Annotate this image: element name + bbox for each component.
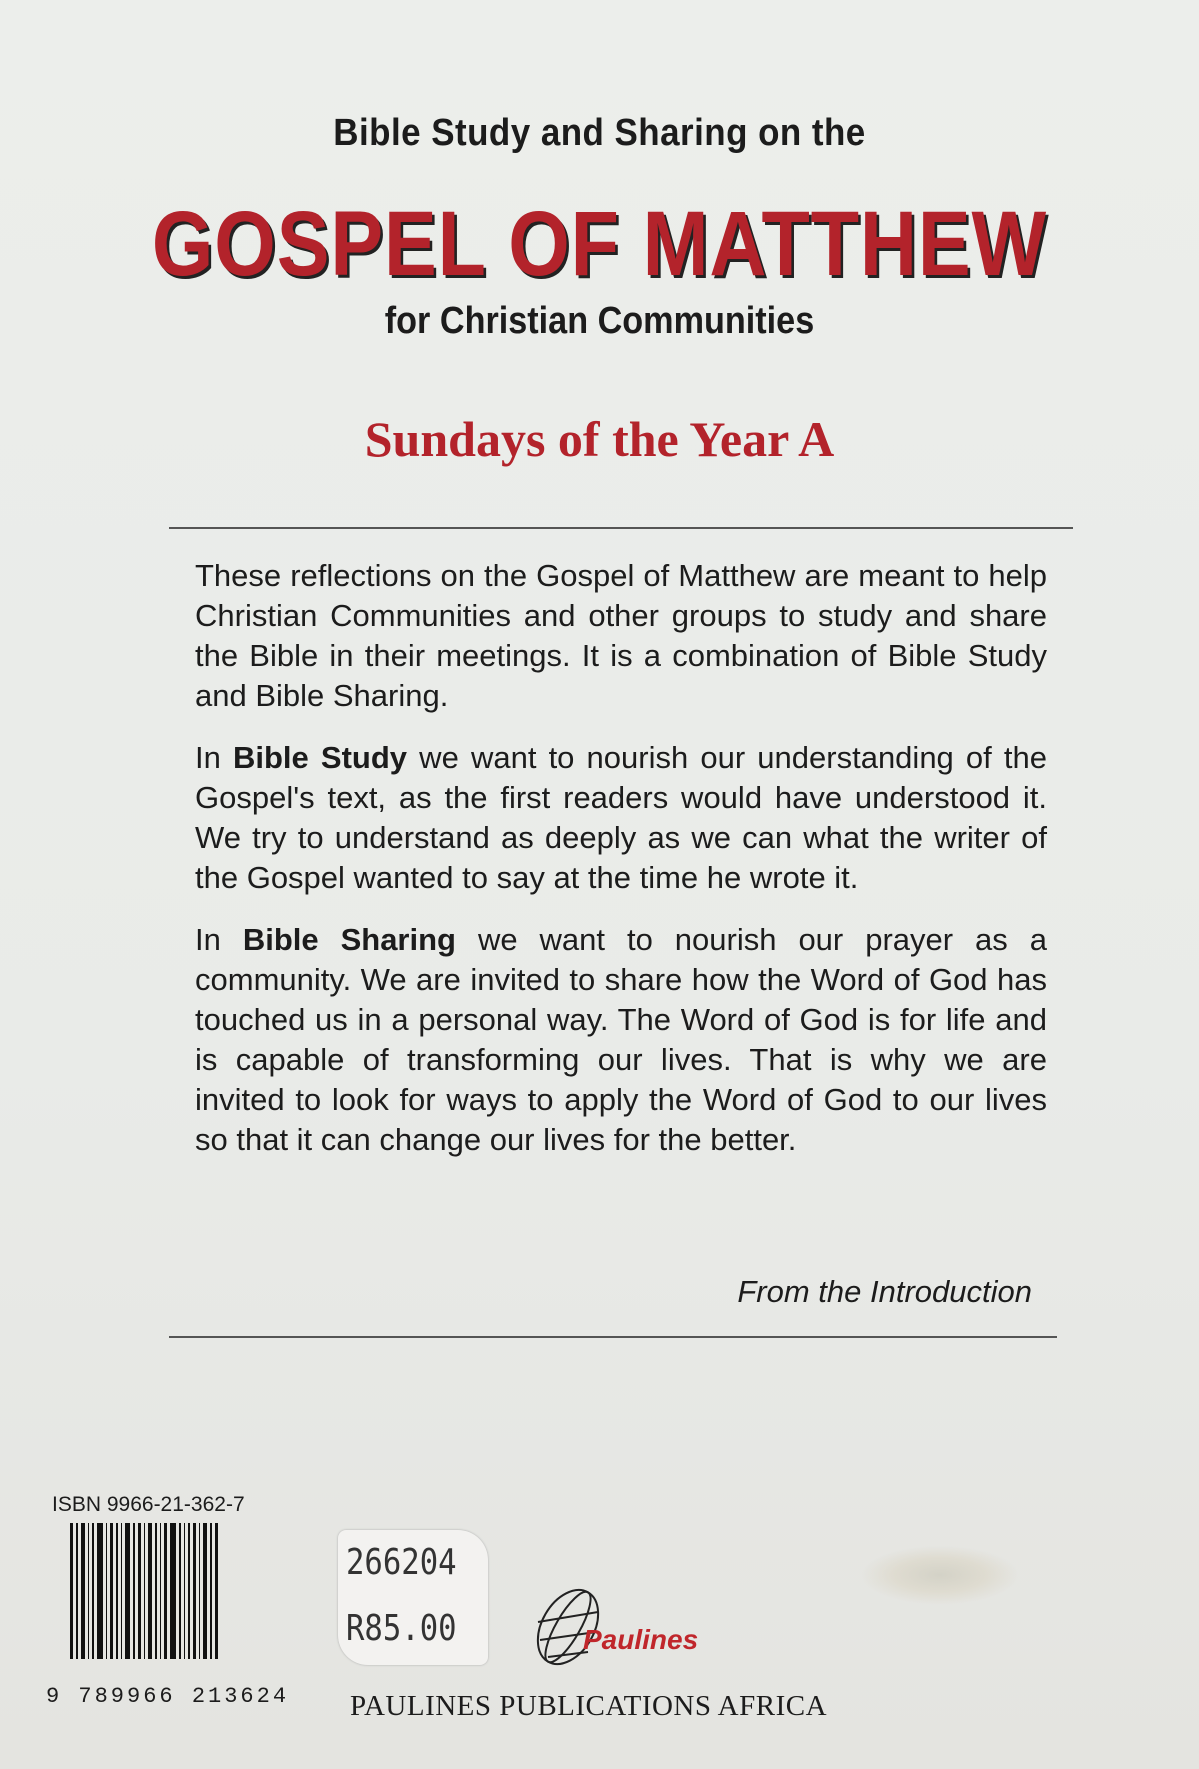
sticker-price: R85.00 [346,1608,457,1649]
text: we want to nourish our prayer as a community. We are invited to share how the Word of God has touched us in a personal way. The Word of God is for life and is capable of transforming our lives. That is why we are invited to look for ways to apply the Word of God to our lives so that it can change our lives for the better. [195,922,1047,1157]
blurb-paragraph-2 [195,738,1047,898]
blurb [195,556,1047,1182]
barcode-bar [121,1523,122,1659]
barcode-bar [70,1523,73,1659]
barcode-bar [179,1523,181,1659]
divider-bottom [169,1336,1057,1338]
barcode-bar [125,1523,130,1659]
bible-study-term: Bible Study [233,740,408,775]
text: In [195,922,243,957]
barcode-digits: 9 789966 213624 [46,1684,290,1709]
barcode-bar [144,1523,145,1659]
stain [860,1545,1020,1605]
barcode-bar [193,1523,196,1659]
liturgical-year: Sundays of the Year A [364,411,835,467]
blurb-source: From the Introduction [737,1274,1032,1309]
sticker-code: 266204 [346,1542,457,1583]
barcode-bar [188,1523,190,1659]
logo-text: Paulines [583,1624,699,1655]
barcode [70,1523,302,1659]
publisher-name: PAULINES PUBLICATIONS AFRICA [350,1690,828,1722]
barcode-bar [199,1523,200,1659]
barcode-bar [138,1523,141,1659]
barcode-bar [160,1523,161,1659]
barcode-bar [133,1523,135,1659]
series-kicker: Bible Study and Sharing on the [333,112,866,154]
barcode-bar [155,1523,157,1659]
text: we want to nourish our understanding of the Gospel's text, as the first readers would have understood it. We try to understand as deeply as we can what the writer of the Gospel wanted to say at the time he wrote it. [195,740,1048,895]
blurb-paragraph-1: These reflections on the Gospel of Matthew are meant to help Christian Communities and other groups to study and share the Bible in their meetings. It is a combination of Bible Study and Bible Sharing. [195,558,1047,713]
isbn: ISBN 9966-21-362-7 [52,1493,245,1516]
barcode-bar [210,1523,212,1659]
barcode-bar [76,1523,78,1659]
price-sticker [338,1530,488,1665]
barcode-bar [184,1523,185,1659]
barcode-bar [81,1523,85,1659]
blurb-paragraph-3 [195,920,1047,1160]
divider-top [169,527,1073,529]
barcode-bar [170,1523,176,1659]
barcode-bar [215,1523,218,1659]
text: In [195,740,233,775]
barcode-bar [106,1523,107,1659]
barcode-bar [88,1523,89,1659]
bible-sharing-term: Bible Sharing [242,922,456,957]
barcode-bar [164,1523,167,1659]
book-title: GOSPEL OF MATTHEW [151,193,1048,295]
barcode-bar [148,1523,152,1659]
barcode-bar [116,1523,118,1659]
barcode-bar [203,1523,207,1659]
book-subtitle: for Christian Communities [384,300,815,342]
barcode-bar [110,1523,113,1659]
barcode-bar [92,1523,94,1659]
publisher-logo [528,1582,708,1672]
barcode-bar [97,1523,103,1659]
